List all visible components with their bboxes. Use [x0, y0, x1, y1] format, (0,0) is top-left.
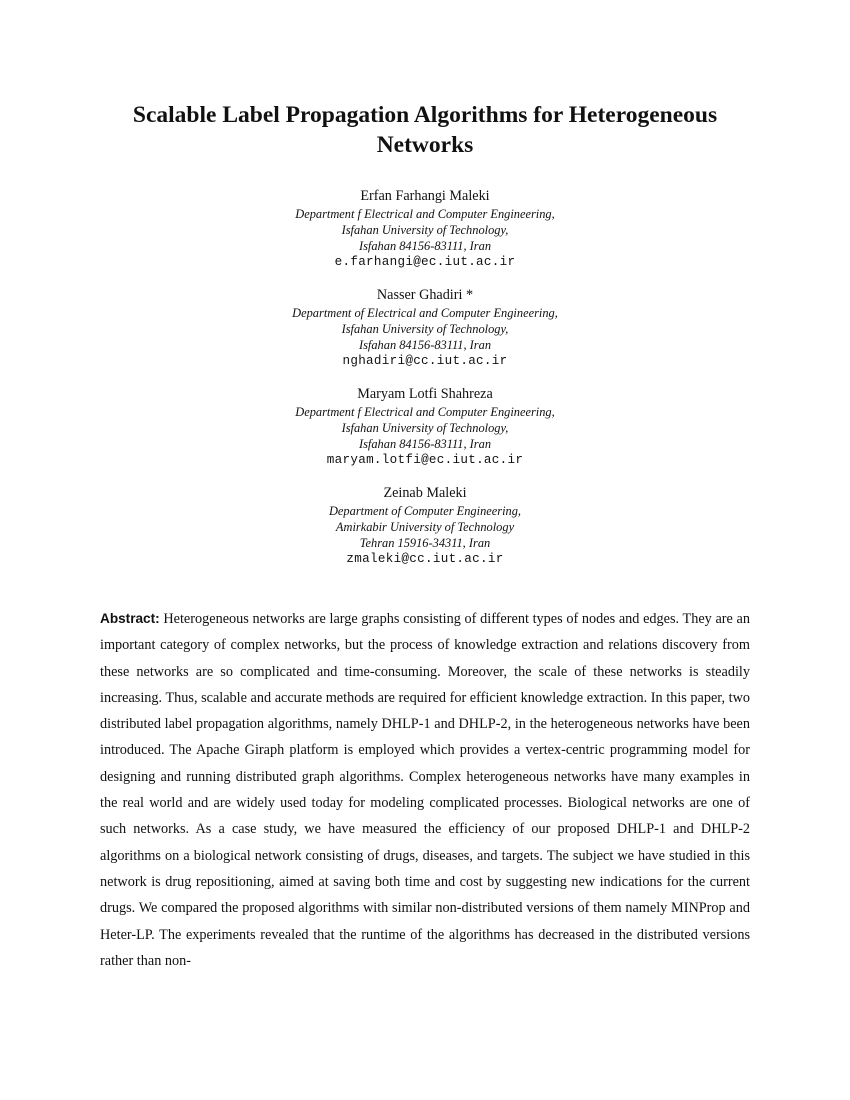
abstract: [100, 606, 750, 974]
affiliation-line: Isfahan 84156-83111, Iran: [358, 239, 492, 253]
author-block: [0, 385, 850, 468]
author-name: Zeinab Maleki: [383, 485, 467, 501]
author-name: Nasser Ghadiri *: [376, 287, 474, 303]
abstract-label: Abstract:: [100, 611, 160, 626]
affiliation-line: Isfahan University of Technology,: [341, 223, 509, 237]
author-list: [0, 187, 850, 583]
affiliation-line: Tehran 15916-34311, Iran: [359, 536, 491, 550]
affiliation-line: Isfahan 84156-83111, Iran: [358, 338, 492, 352]
affiliation-line: Department of Computer Engineering,: [328, 504, 522, 518]
abstract-text: Heterogeneous networks are large graphs consisting of different types of nodes and edges. They are an important category of complex networks, but the process of knowledge extraction and relations discovery from these networks are so complicated and time-consuming. Moreover, the scale of these networks is steadily increasing. Thus, scalable and accurate methods are required for efficient knowledge extraction. In this paper, two distributed label propagation algorithms, namely DHLP-1 and DHLP-2, in the heterogeneous networks have been introduced. The Apache Giraph platform is employed which provides a vertex-centric programming model for designing and running distributed graph algorithms. Complex heterogeneous networks have many examples in the real world and are widely used today for modeling complicated processes. Biological networks are one of such networks. As a case study, we have measured the efficiency of our proposed DHLP-1 and DHLP-2 algorithms on a biological network consisting of drugs, diseases, and targets. The subject we have studied in this network is drug repositioning, aimed at saving both time and cost by suggesting new indications for the current drugs. We compared the proposed algorithms with similar non-distributed versions of them namely MINProp and Heter-LP. The experiments revealed that the runtime of the algorithms has decreased in the distributed versions rather than non-: [100, 611, 751, 969]
paper-title: Scalable Label Propagation Algorithms for Heterogeneous Networks: [132, 102, 718, 158]
author-name: Erfan Farhangi Maleki: [360, 188, 490, 204]
affiliation-line: Isfahan 84156-83111, Iran: [358, 437, 492, 451]
author-email: maryam.lotfi@ec.iut.ac.ir: [326, 453, 524, 467]
affiliation-line: Isfahan University of Technology,: [341, 421, 509, 435]
author-name: Maryam Lotfi Shahreza: [357, 386, 493, 402]
affiliation-line: Department f Electrical and Computer Engineering,: [295, 405, 555, 419]
affiliation-line: Department f Electrical and Computer Engineering,: [295, 207, 555, 221]
author-email: zmaleki@cc.iut.ac.ir: [346, 552, 504, 566]
author-block: [0, 286, 850, 369]
affiliation-line: Isfahan University of Technology,: [341, 322, 509, 336]
author-block: [0, 187, 850, 270]
affiliation-line: Department of Electrical and Computer Engineering,: [292, 306, 558, 320]
author-block: [0, 484, 850, 567]
author-email: nghadiri@cc.iut.ac.ir: [342, 354, 508, 368]
author-email: e.farhangi@ec.iut.ac.ir: [334, 255, 516, 269]
affiliation-line: Amirkabir University of Technology: [335, 520, 515, 534]
